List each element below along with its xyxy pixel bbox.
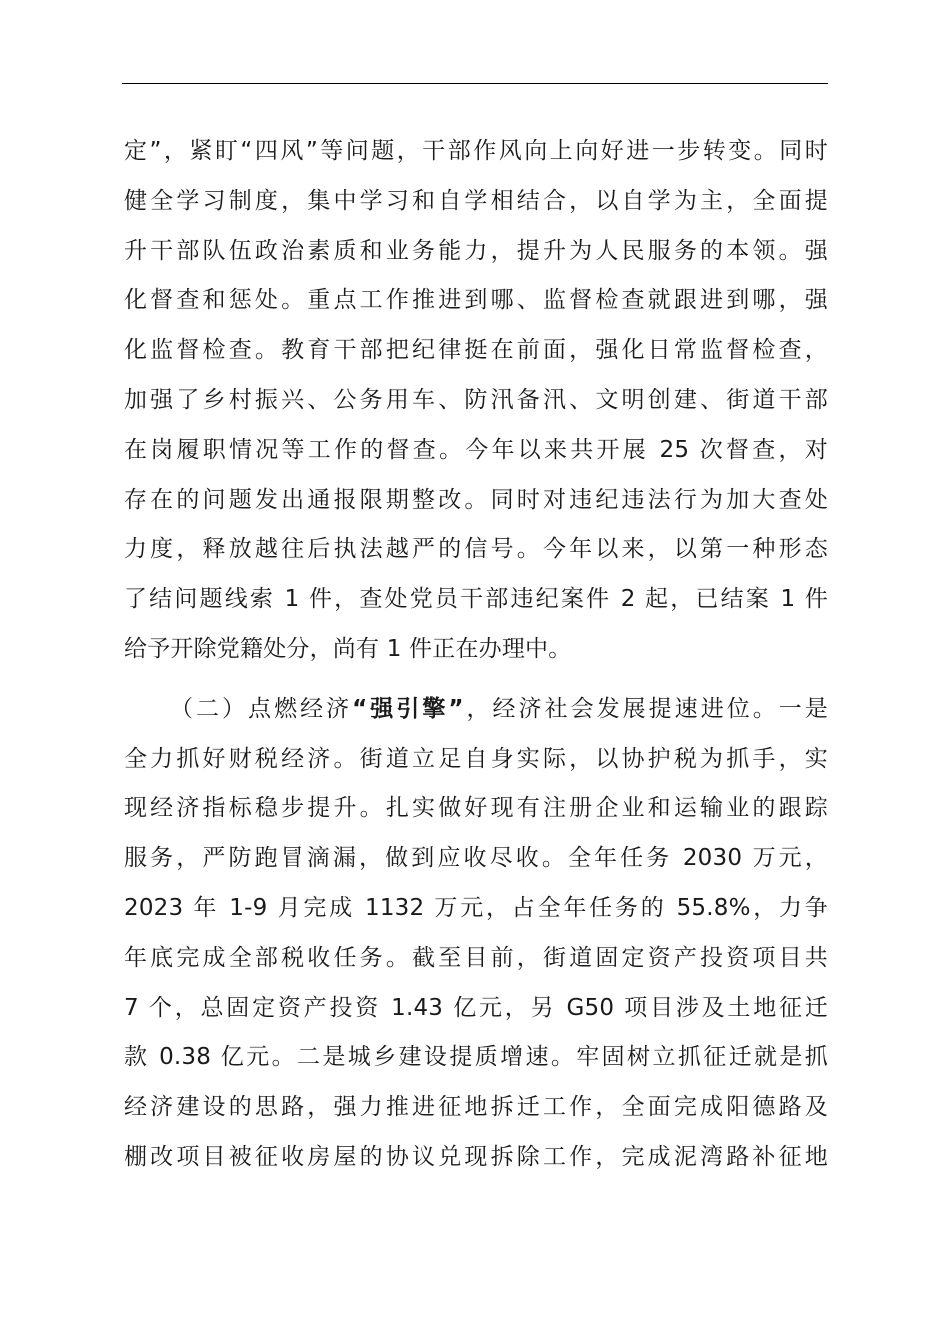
text-line: 经济建设的思路，强力推进征地拆迁工作，全面完成阳德路及	[124, 1094, 828, 1121]
text-line: 化监督检查。教育干部把纪律挺在前面，强化日常监督检查，	[124, 337, 828, 364]
header-rule	[122, 83, 828, 84]
paragraph-1	[124, 127, 828, 675]
text-line: 给予开除党籍处分，尚有 1 件正在办理中。	[124, 635, 572, 662]
text-line: 定”，紧盯“四风”等问题，干部作风向上向好进一步转变。同时	[124, 138, 828, 164]
text-line: 力度，释放越往后执法越严的信号。今年以来，以第一种形态	[124, 536, 828, 563]
text-line: 加强了乡村振兴、公务用车、防汛备汛、文明创建、街道干部	[124, 386, 828, 413]
heading-prefix: （二）点燃经济	[170, 695, 353, 722]
text-line: 了结问题线索 1 件，查处党员干部违纪案件 2 起，已结案 1 件	[124, 586, 828, 613]
text-line: 全力抓好财税经济。街道立足自身实际，以协护税为抓手，实	[124, 745, 828, 772]
paragraph-2	[124, 685, 828, 1183]
text-line: 升干部队伍政治素质和业务能力，提升为人民服务的本领。强	[124, 237, 828, 264]
text-line: 在岗履职情况等工作的督查。今年以来共开展 25 次督查，对	[124, 436, 828, 463]
text-line: 现经济指标稳步提升。扎实做好现有注册企业和运输业的跟踪	[124, 795, 828, 822]
heading-suffix: ，经济社会发展提速进位。一是	[463, 695, 828, 722]
body-text	[124, 127, 828, 1183]
text-line: 化督查和惩处。重点工作推进到哪、监督检查就跟进到哪，强	[124, 287, 828, 314]
text-line: 年底完成全部税收任务。截至目前，街道固定资产投资项目共	[124, 944, 828, 971]
section-heading-line	[124, 685, 828, 735]
text-line: 健全学习制度，集中学习和自学相结合，以自学为主，全面提	[124, 187, 828, 214]
heading-quote: “强引擎”	[352, 695, 464, 722]
text-line: 款 0.38 亿元。二是城乡建设提质增速。牢固树立抓征迁就是抓	[124, 1044, 828, 1071]
text-line: 2023 年 1-9 月完成 1132 万元，占全年任务的 55.8%，力争	[124, 894, 828, 921]
text-line: 服务，严防跑冒滴漏，做到应收尽收。全年任务 2030 万元，	[124, 845, 828, 872]
text-line: 7 个，总固定资产投资 1.43 亿元，另 G50 项目涉及土地征迁	[124, 994, 828, 1021]
text-line: 存在的问题发出通报限期整改。同时对违纪违法行为加大查处	[124, 486, 828, 513]
text-line: 棚改项目被征收房屋的协议兑现拆除工作，完成泥湾路补征地	[124, 1143, 828, 1170]
